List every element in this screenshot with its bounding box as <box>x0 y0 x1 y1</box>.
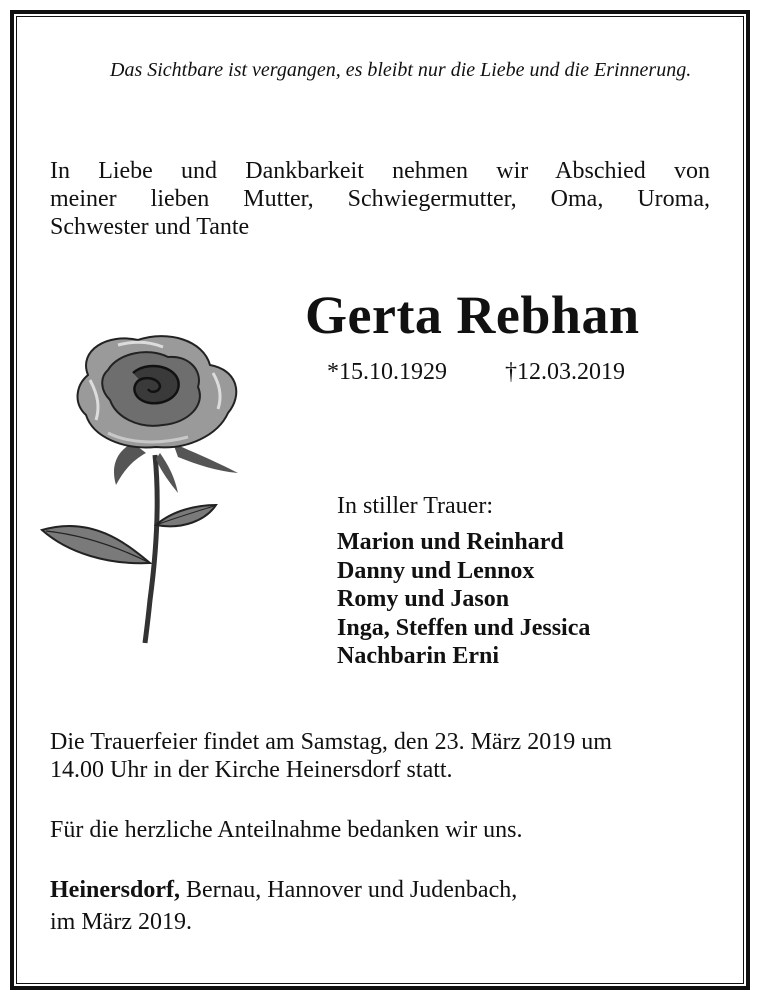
mourner-name: Marion und Reinhard <box>337 529 564 555</box>
notice-date: im März 2019. <box>50 909 192 935</box>
ceremony-line: Die Trauerfeier findet am Samstag, den 23. März 2019 um <box>50 729 612 755</box>
intro-line: meiner lieben Mutter, Schwiegermutter, Oma, Uroma, <box>50 186 710 212</box>
place-others: Bernau, Hannover und Judenbach, <box>179 877 518 903</box>
place-line <box>50 874 517 906</box>
rose-illustration <box>38 325 248 647</box>
thanks-text: Für die herzliche Anteilnahme bedanken wir uns. <box>50 817 523 843</box>
ceremony-notice <box>50 728 720 784</box>
intro-line: In Liebe und Dankbarkeit nehmen wir Abschied von <box>50 158 710 184</box>
mourner-name: Inga, Steffen und Jessica <box>337 614 591 641</box>
ceremony-line: 14.00 Uhr in der Kirche Heinersdorf statt. <box>50 757 453 783</box>
birth-date: *15.10.1929 <box>327 359 447 385</box>
life-dates <box>327 358 625 386</box>
place-town: Heinersdorf, <box>50 877 180 903</box>
deceased-name: Gerta Rebhan <box>305 285 640 345</box>
mourner-name: Romy und Jason <box>337 586 510 612</box>
mourners-heading: In stiller Trauer: <box>337 493 493 519</box>
mourner-name: Nachbarin Erni <box>337 643 500 669</box>
death-date: †12.03.2019 <box>505 359 625 385</box>
intro-line: Schwester und Tante <box>50 214 250 240</box>
motto-quote: Das Sichtbare ist vergangen, es bleibt nur die Liebe und die Erinnerung. <box>110 59 692 81</box>
mourner-name: Danny und Lennox <box>337 557 535 584</box>
intro-text <box>50 157 710 241</box>
place-and-date <box>50 874 517 938</box>
mourners-list <box>337 528 590 671</box>
